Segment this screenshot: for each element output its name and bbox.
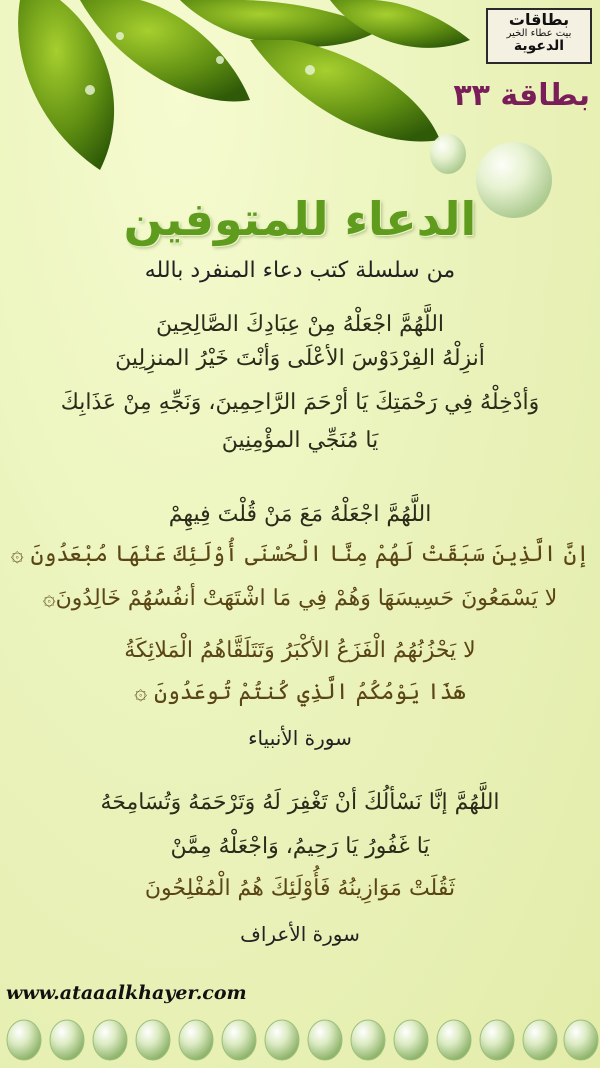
dua-line: وَأدْخِلْهُ فِي رَحْمَتِكَ يَا أرْحَمَ الرَّاحِمِينَ، وَنَجِّهِ مِنْ عَذَابِكَ [60, 390, 540, 415]
website-link[interactable]: www.ataaalkhayer.com [6, 982, 247, 1004]
dua-line: اللَّهُمَّ اجْعَلْهُ مَعَ مَنْ قُلْتَ فِيهِمْ [168, 502, 432, 527]
sura-reference: سورة الأنبياء [248, 726, 352, 750]
badge-line3: الدعوية [513, 38, 565, 55]
dua-line: اللَّهُمَّ إنَّا نَسْألُكَ أنْ تَغْفِرَ لَهُ وَتَرْحَمَهُ وَتُسَامِحَهُ [100, 790, 500, 815]
water-drops-decoration [0, 1010, 600, 1068]
quran-verse-line: إنَّ الَّذِينَ سَبَقَتْ لَهُمْ مِنَّا الْحُسْنَى أُوْلَئِكَ عَنْهَا مُبْعَدُونَ ۞ [10, 542, 590, 567]
quran-verse-line: لا يَسْمَعُونَ حَسِيسَهَا وَهُمْ فِي مَا اشْتَهَتْ أنفُسُهُمْ خَالِدُونَ۞ [42, 586, 558, 611]
badge-line1: بطاقات [508, 10, 570, 29]
dua-line: يَا مُنَجِّي المؤْمِنِينَ [221, 428, 379, 453]
publisher-badge [486, 8, 592, 64]
dua-line: اللَّهُمَّ اجْعَلْهُ مِنْ عِبَادِكَ الصَّالِحِينَ [155, 312, 445, 337]
sura-reference: سورة الأعراف [240, 922, 360, 946]
dua-line: يَا غَفُورُ يَا رَحِيمُ، وَاجْعَلْهُ مِمَّنْ [170, 834, 430, 859]
quran-verse-line: ثَقُلَتْ مَوَازِينُهُ فَأُوْلَئِكَ هُمُ الْمُفْلِحُونَ [144, 876, 456, 901]
dua-line: أنزِلْهُ الفِرْدَوْسَ الأعْلَى وَأنْتَ خَيْرُ المنزِلِينَ [115, 346, 485, 371]
quran-verse-line: لا يَحْزُنُهُمُ الْفَزَعُ الأكْبَرُ وَتَتَلَقَّاهُمُ الْمَلائِكَةُ [124, 638, 476, 663]
card-number: بطاقة ٣٣ [453, 78, 590, 113]
quran-verse-line: هَذَا يَوْمُكُمُ الَّذِي كُنتُمْ تُوعَدُونَ ۞ [134, 680, 466, 705]
page-title: الدعاء للمتوفين [123, 192, 477, 246]
badge-line2: بيت عطاء الخير [506, 27, 572, 39]
series-subtitle: من سلسلة كتب دعاء المنفرد بالله [144, 258, 456, 283]
